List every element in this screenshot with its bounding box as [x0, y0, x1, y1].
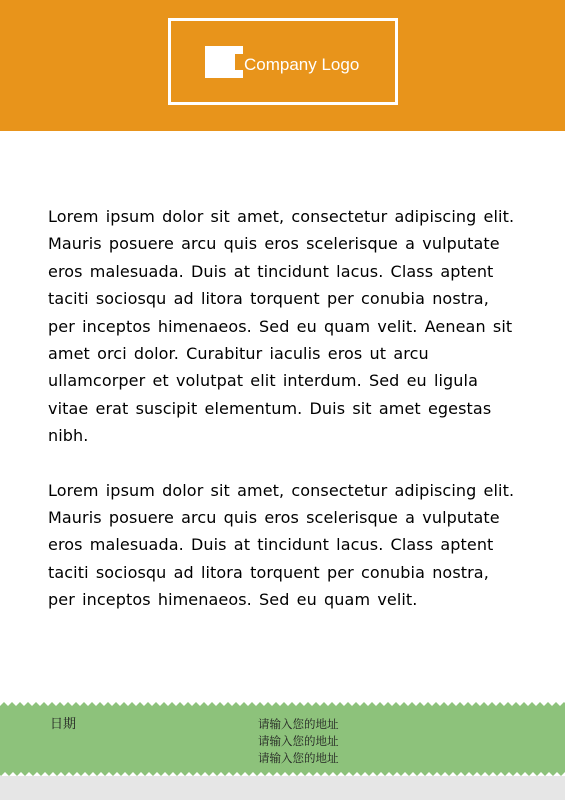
address-line: 请输入您的地址 [258, 717, 339, 731]
date-label: 日期 [50, 717, 77, 732]
address-line: 请输入您的地址 [258, 734, 339, 748]
address-block [258, 716, 339, 767]
address-line: 请输入您的地址 [258, 751, 339, 765]
letterhead-header [0, 0, 565, 131]
logo-text: Company Logo [244, 55, 360, 74]
bottom-strip [0, 776, 565, 800]
body-paragraph: Lorem ipsum dolor sit amet, consectetur adipiscing elit. Mauris posuere arcu quis eros scelerisque a vulputate eros malesuada. Duis at tincidunt lacus. Class aptent taciti sociosqu ad litora torquent per conubia nostra, per inceptos himenaeos. Sed eu quam velit. Aenean sit amet orci dolor. Curabitur iaculis eros ut arcu ullamcorper et volutpat elit interdum. Sed eu ligula vitae erat suscipit elementum. Duis sit amet egestas nibh. [48, 207, 515, 446]
letter-body [48, 203, 518, 614]
logo-mark-icon [205, 46, 243, 78]
letterhead-footer [0, 702, 565, 782]
body-paragraph: Lorem ipsum dolor sit amet, consectetur adipiscing elit. Mauris posuere arcu quis eros scelerisque a vulputate eros malesuada. Duis at tincidunt lacus. Class aptent taciti sociosqu ad litora torquent per conubia nostra, per inceptos himenaeos. Sed eu quam velit. [48, 480, 515, 610]
company-logo [168, 18, 398, 105]
